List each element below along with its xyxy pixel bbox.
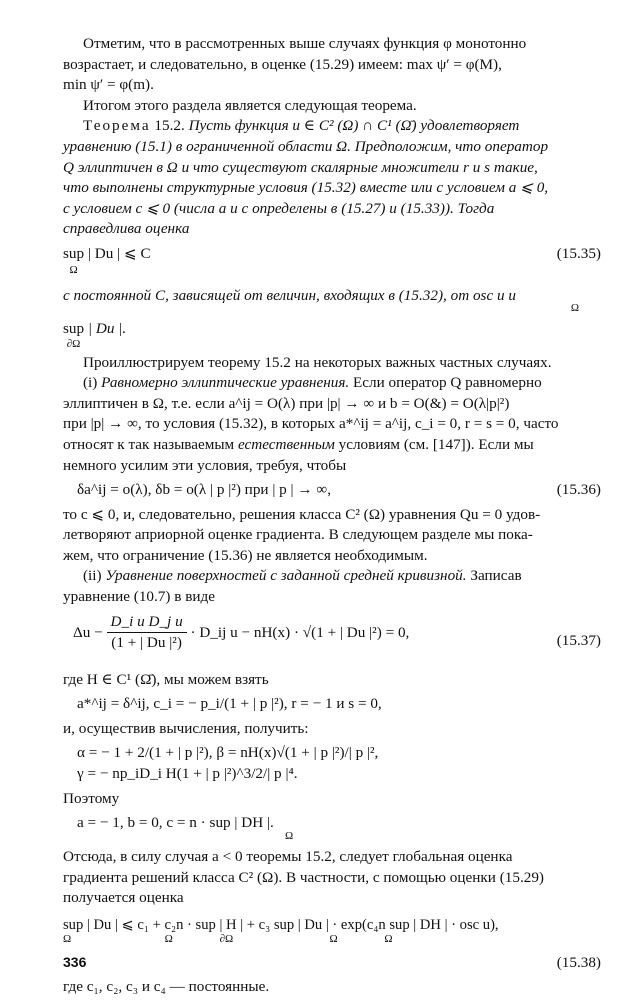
sup-subscript: Ω — [69, 263, 78, 276]
equation-line: α = − 1 + 2/(1 + | p |²), β = nH(x)√(1 + | p |²)/| p |², — [77, 744, 379, 762]
paragraph-line: с постоянной C, зависящей от величин, входящих в (15.32), от osc u и — [63, 286, 516, 304]
paragraph-line: относят к так называемым естественным условиям (см. [147]). Если мы — [63, 435, 534, 453]
theorem-line: с условием c ⩽ 0 (числа a и c определены в (15.27) и (15.33)). Тогда — [63, 199, 495, 217]
paragraph-line: Поэтому — [63, 789, 120, 807]
section-heading-ii — [63, 566, 601, 587]
item-title: Уравнение поверхностей с заданной средней кривизной. — [105, 567, 467, 585]
equation-body: δa^ij = o(λ), δb = o(λ | p |²) при | p | → ∞, — [77, 481, 332, 499]
item-label: (ii) — [83, 567, 102, 585]
paragraph-line: возрастает, и следовательно, в оценке (15.29) имеем: max ψ′ = φ(M), — [63, 55, 502, 73]
paragraph-line: немного усилим эти условия, требуя, чтобы — [63, 456, 347, 474]
paragraph-text: Записав — [470, 567, 522, 585]
equation-number: (15.35) — [556, 244, 601, 262]
paragraph-line: получается оценка — [63, 889, 184, 907]
item-title: Равномерно эллиптические уравнения. — [101, 374, 350, 392]
theorem-line: Q эллиптичен в Ω и что существуют скалярные множители r и s такие, — [63, 158, 538, 176]
fraction — [107, 612, 187, 654]
paragraph-line: при |p| → ∞, то условия (15.32), в которых a*^ij = a^ij, c_i = 0, r = s = 0, часто — [63, 415, 559, 433]
page-number: 336 — [63, 954, 87, 970]
sup-boundary-line — [63, 319, 601, 353]
equation-15-35 — [63, 244, 601, 282]
fraction-numerator: D_i u D_j u — [107, 612, 187, 634]
fraction-denominator: (1 + | Du |²) — [111, 634, 182, 652]
equation-body: | Du | ⩽ C — [87, 244, 151, 262]
equation-line: γ = − np_iD_i H(1 + | p |²)^3/2/| p |⁴. — [77, 765, 298, 783]
equation-15-37 — [63, 612, 601, 670]
equation-number: (15.38) — [556, 954, 601, 971]
theorem-line: что выполнены структурные условия (15.32) вместе или с условием a ⩽ 0, — [63, 179, 549, 197]
paragraph-line: то c ⩽ 0, и, следовательно, решения класса C² (Ω) уравнения Qu = 0 удов- — [63, 505, 541, 523]
theorem-number: 15.2. — [154, 117, 185, 135]
paragraph-line: градиента решений класса C² (Ω). В частности, с помощью оценки (15.29) — [63, 868, 544, 886]
item-label: (i) — [83, 374, 98, 392]
page-body — [63, 34, 601, 998]
paragraph-text: Если оператор Q равномерно — [352, 374, 542, 392]
theorem-line: справедлива оценка — [63, 220, 190, 238]
paragraph-line: и, осуществив вычисления, получить: — [63, 719, 309, 737]
paragraph-line: где H ∈ C¹ (Ω̄), мы можем взять — [63, 670, 269, 688]
equation-number: (15.37) — [556, 631, 601, 649]
sup-operator — [63, 244, 84, 276]
equation-rhs: · D_ij u − nH(x) · √(1 + | Du |²) = 0, — [190, 623, 410, 641]
theorem-word: Теорема — [83, 117, 151, 135]
equation-body: | Du |. — [87, 319, 127, 337]
paragraph-line: Отметим, что в рассмотренных выше случаях функция φ монотонно — [83, 35, 527, 52]
theorem-line: уравнению (15.1) в ограниченной области Ω. Предположим, что оператор — [63, 137, 549, 155]
paragraph-line: Проиллюстрируем теорему 15.2 на некоторых важных частных случаях. — [83, 353, 552, 371]
sup-operator: sup ∂Ω — [63, 319, 85, 351]
equation-number: (15.36) — [556, 481, 601, 499]
theorem-statement — [63, 116, 601, 137]
paragraph-line: уравнение (10.7) в виде — [63, 588, 215, 606]
equation-line: a*^ij = δ^ij, c_i = − p_i/(1 + | p |²), r = − 1 и s = 0, — [77, 695, 382, 713]
paragraph-line: эллиптичен в Ω, т.е. если a^ij = O(λ) при |p| → ∞ и b = O(&) = O(λ|p|²) — [63, 394, 510, 412]
sup-subscript: Ω — [285, 830, 294, 843]
paragraph-line: летворяют априорной оценке градиента. В следующем разделе мы пока- — [63, 526, 533, 544]
paragraph-line: min ψ′ = φ(m). — [63, 76, 154, 94]
sup-label: sup — [63, 244, 85, 262]
emphasis: естественным — [237, 435, 335, 453]
paragraph-line: жем, что ограничение (15.36) не является необходимым. — [63, 546, 428, 564]
equation-15-36 — [63, 480, 601, 501]
theorem-text: Пусть функция u ∈ C² (Ω) ∩ C¹ (Ω̄) удовлетворяет — [188, 117, 520, 135]
section-heading-i — [63, 373, 601, 394]
equation-lhs: Δu − — [73, 623, 103, 641]
equation-15-38 — [63, 915, 601, 977]
sup-subscripts: Ω Ω ∂Ω Ω Ω — [63, 932, 393, 945]
paragraph-line: Итогом этого раздела является следующая теорема. — [83, 96, 417, 114]
osc-subscript: Ω — [570, 301, 579, 314]
equation-line: a = − 1, b = 0, c = n · sup | DH |. Ω — [77, 814, 294, 843]
equation-body: sup | Du | ⩽ c₁ + c₂n · sup | H | + c₃ sup | Du | · exp(c₄n sup | DH | · osc u), — [63, 917, 499, 933]
paragraph-line: Отсюда, в силу случая a < 0 теоремы 15.2, следует глобальная оценка — [63, 848, 513, 866]
paragraph-line: где c₁, c₂, c₃ и c₄ — постоянные. — [63, 978, 270, 995]
